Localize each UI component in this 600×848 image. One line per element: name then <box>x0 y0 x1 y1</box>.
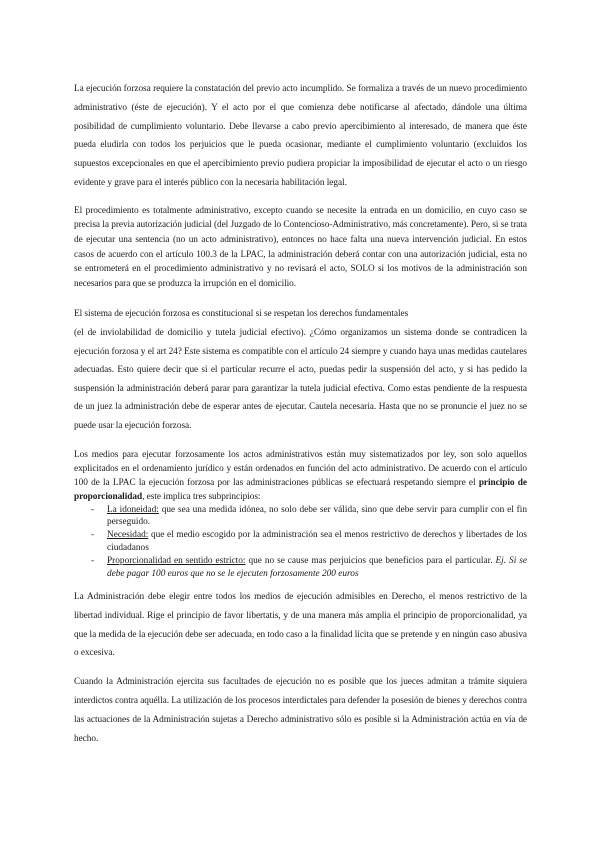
bullet-dash: - <box>91 530 95 541</box>
paragraph-medios-text: Los medios para ejecutar forzosamente los actos administrativos están muy sistematizados por ley, son solo aquellos explicitados en el ordenamiento jurídico y están ordenados en función del acto administrativo. De acuerdo con el artículo 100 de la LPAC la ejecución forzosa por las administraciones públicas se efectuará respetando siempre el <box>74 449 527 488</box>
paragraph-ejecucion-forzosa: La ejecución forzosa requiere la constatación del previo acto incumplido. Se formaliza a través de un nuevo procedimiento administrativo (éste de ejecución). Y el acto por el que comienza debe notificarse al afectado, dándole una última posibilidad de cumplimiento voluntario. Debe llevarse a cabo previo apercibimiento al interesado, de manera que éste pueda eludirla con todos los perjuicios que le pueda ocasionar, mediante el cumplimiento voluntario (excluidos los supuestos excepcionales en que el apercibimiento previo pudiera propiciar la imposibilidad de ejecutar el acto o un riesgo evidente y grave para el interés público con la necesaria habilitación legal. <box>74 84 527 188</box>
example-proporcionalidad: Ej. Si se debe pagar 100 euros que no se le ejecuten forzosamente 200 euros <box>107 556 527 579</box>
definition-idoneidad: que sea una medida idónea, no solo debe ser válida, sino que debe servir para cumplir con el fin perseguido. <box>107 504 528 527</box>
paragraph-eleccion-medios: La Administración debe elegir entre todos los medios de ejecución admisibles en Derecho, el menos restrictivo de la libertad individual. Rige el principio de favor libertatis, y de una manera más amplia el principio de proporcionalidad, ya que la medida de la ejecución debe ser adecuada, en todo caso a la finalidad lícita que se pretende y en ningún caso abusiva o excesiva. <box>74 591 527 659</box>
document-page <box>74 80 527 748</box>
bullet-dash: - <box>91 556 95 567</box>
list-item-idoneidad <box>91 504 527 529</box>
paragraph-medios-ejecucion <box>74 448 527 504</box>
principio-proporcionalidad-term: principio de proporcionalidad <box>74 477 527 502</box>
paragraph-procedimiento-administrativo: El procedimiento es totalmente administrativo, excepto cuando se necesite la entrada en un domicilio, en cuyo caso se precisa la previa autorización judicial (del Juzgado de lo Contencioso-Administrativo, más concretamente). Pero, si se trata de ejecutar una sentencia (no un acto administrativo), entonces no hace falta una nueva intervención judicial. En estos casos de acuerdo con el artículo 100.3 de la LPAC, la administración deberá contar con una autorización judicial, esta no se entrometerá en el procedimiento administrativo y no revisará el acto, SOLO si los motivos de la administración son necesarios para que se produzca la irrupción en el domicilio. <box>74 205 527 289</box>
list-item-necesidad <box>91 529 527 554</box>
paragraph-sistema-body: (el de inviolabilidad de domicilio y tutela judicial efectivo). ¿Cómo organizamos un sistema donde se contradicen la ejecución forzosa y el art 24? Este sistema es compatible con el artículo 24 siempre y cuando haya unas medidas cautelares adecuadas. Esto quiere decir que si el particular recurre el acto, puedas pedir la suspensión del acto, y si has pedido la suspensión la administración deberá parar para garantizar la tutela judicial efectiva. Como estas pendiente de la respuesta de un juez la administración debe de esperar antes de ejecutar. Cautela necesaria. Hasta que no se pronuncie el juez no se puede usar la ejecución forzosa. <box>74 327 527 431</box>
list-item-proporcionalidad <box>91 555 527 580</box>
paragraph-sistema-line1: El sistema de ejecución forzosa es constitucional si se respetan los derechos fundamentales <box>74 309 409 320</box>
term-necesidad: Necesidad: <box>107 530 149 541</box>
bullet-dash: - <box>91 504 95 515</box>
paragraph-medios-tail: , este implica tres subprincipios: <box>142 491 261 502</box>
term-proporcionalidad: Proporcionalidad en sentido estricto: <box>107 556 246 567</box>
subprincipios-list <box>91 504 527 580</box>
definition-necesidad: que el medio escogido por la administración sea el menos restrictivo de derechos y libertades de los ciudadanos <box>107 530 527 553</box>
paragraph-interdictos: Cuando la Administración ejercita sus facultades de ejecución no es posible que los jueces admitan a trámite siquiera interdictos contra aquélla. La utilización de los procesos interdictales para defender la posesión de bienes y derechos contra las actuaciones de la Administración sujetas a Derecho administrativo sólo es posible si la Administración actúa en vía de hecho. <box>74 677 527 744</box>
definition-proporcionalidad: que no se cause mas perjuicios que beneficios para el particular. <box>245 556 496 567</box>
paragraph-sistema-constitucional <box>74 305 527 435</box>
term-idoneidad: La idoneidad: <box>107 504 159 515</box>
